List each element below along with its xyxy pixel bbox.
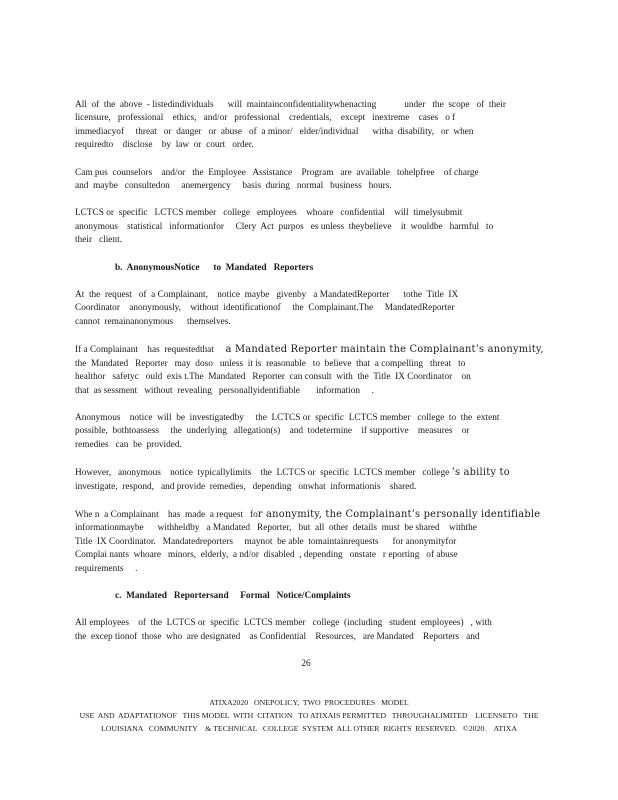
section-heading — [75, 590, 537, 603]
text-segment: immediacyof threat or danger or abuse of a minor/ elder/individual witha disability, or when — [75, 126, 474, 137]
text-segment: b. AnonymousNotice to Mandated Reporters — [115, 262, 314, 273]
text-line — [75, 466, 537, 480]
text-segment: the excep tionof those who are designated as Confidential Resources, are Mandated Reporters and — [75, 631, 480, 642]
page-number: 26 — [301, 659, 311, 670]
text-line — [75, 316, 537, 329]
text-segment: Anonymous notice will be investigatedby the LCTCS or specific LCTCS member college to the extent — [75, 412, 500, 423]
text-line — [115, 262, 537, 275]
paragraph — [75, 508, 541, 576]
text-line — [75, 412, 537, 425]
paragraph — [75, 343, 544, 398]
text-segment: requirements . — [75, 563, 138, 574]
paragraph — [75, 466, 537, 494]
paragraph — [75, 412, 537, 452]
page-footer — [0, 696, 618, 735]
text-segment: possible, bothtoassess the underlying allegation(s) and todetermine if supportive measures or — [75, 426, 470, 437]
text-segment: investigate, respond, and provide remedies, depending onwhat informationis shared. — [75, 481, 417, 492]
text-segment: informationmaybe withheldby a Mandated Reporter, but all other details must be shared withthe — [75, 523, 477, 534]
text-line — [75, 234, 537, 247]
emphasized-text-segment: ’s ability to — [451, 467, 510, 479]
text-line — [75, 371, 537, 384]
emphasized-text-segment: a Mandated Reporter maintain the Complainant’s anonymity, — [225, 344, 544, 356]
footer-line: LOUISIANA COMMUNITY & TECHNICAL COLLEGE SYSTEM ALL OTHER RIGHTS RESERVED. ©2020. ATIXA — [100, 724, 517, 733]
text-line — [115, 590, 537, 603]
text-line — [75, 508, 541, 522]
text-line — [75, 631, 537, 644]
document-body — [75, 99, 544, 644]
text-line — [75, 180, 537, 193]
text-line — [75, 385, 537, 398]
text-segment: healthor safetyc ould exis t.The Mandated Reporter can consult with the Title IX Coordinator on — [75, 372, 471, 383]
text-segment: c. Mandated Reportersand Formal Notice/Complaints — [115, 590, 351, 601]
paragraph — [75, 617, 537, 644]
text-segment: remedies can be provided. — [75, 439, 182, 450]
text-segment: that as sessment without revealing personallyidentifiable information . — [75, 385, 374, 396]
text-line — [75, 358, 537, 371]
text-segment: their client. — [75, 235, 122, 246]
text-segment: If a Complainant has requestedthat — [75, 345, 226, 356]
document-content — [75, 99, 544, 672]
paragraph — [75, 289, 537, 329]
text-segment: LCTCS or specific LCTCS member college employees whoare confidential will timelysubmit — [75, 208, 463, 219]
text-line — [75, 302, 537, 315]
paragraph — [75, 99, 537, 153]
text-segment: requiredto disclose by law or court order. — [75, 140, 254, 151]
section-heading — [75, 262, 537, 275]
text-line — [75, 343, 544, 357]
text-line — [75, 563, 537, 576]
text-segment: Coordinator anonymously, without identificationof the Complainant.The MandatedReporter — [75, 303, 455, 314]
text-line — [75, 522, 537, 535]
text-segment: anonymous statistical informationfor Clery Act purpos es unless theybelieve it wouldbe harmful to — [75, 221, 494, 232]
text-segment: All of the above - listedindividuals will maintainconfidentialitywhenacting under the scope of their — [75, 100, 506, 110]
text-segment: cannot remainanonymous themselves. — [75, 316, 231, 327]
text-segment: However, anonymous notice typicallylimits the LCTCS or specific LCTCS member college — [75, 468, 452, 479]
text-line — [75, 439, 537, 452]
text-segment: Complai nants whoare minors, elderly, a nd/or disabled , depending onstate r eporting of abuse — [75, 550, 458, 561]
text-segment: All employees of the LCTCS or specific LCTCS member college (including student employees) , with — [75, 618, 492, 629]
text-segment: and maybe consultedon anemergency basis during normal business hours. — [75, 181, 392, 192]
paragraph — [75, 207, 537, 247]
text-line — [75, 289, 537, 302]
text-segment: Whe n a Complainant has made a request fo — [75, 509, 258, 520]
text-line — [75, 207, 537, 220]
footer-line: ATIXA2020 ONEPOLICY, TWO PROCEDURES MODEL — [209, 698, 409, 707]
text-line — [75, 112, 537, 125]
text-segment: licensure, professional ethics, and/or professional credentials, except inextreme cases o f — [75, 113, 456, 124]
text-line — [75, 126, 537, 139]
text-line — [75, 139, 537, 152]
text-line — [75, 99, 537, 112]
text-line — [75, 481, 537, 494]
footer-line: USE AND ADAPTATIONOF THIS MODEL WITH CITATION TO ATIXAIS PERMITTED THROUGHALIMITED LICENSETO THE — [79, 711, 539, 720]
text-line — [75, 549, 537, 562]
text-segment: Cam pus counselors and/or the Employee Assistance Program are available tohelpfree of charge — [75, 167, 479, 178]
text-line — [75, 617, 537, 630]
text-segment: the Mandated Reporter may doso unless it is reasonable to believe that a compelling threat to — [75, 358, 466, 369]
text-segment: At the request of a Complainant, notice maybe givenby a MandatedReporter tothe Title IX — [75, 290, 459, 301]
text-segment: Title IX Coordinator. Mandatedreporters maynot be able tomaintainrequests for anonymityfor — [75, 536, 457, 547]
emphasized-text-segment: r anonymity, the Complainant’s personally identifiable — [257, 508, 541, 520]
text-line — [75, 221, 537, 234]
paragraph — [75, 167, 537, 194]
text-line — [75, 167, 537, 180]
text-line — [75, 536, 537, 549]
text-line — [75, 425, 537, 438]
